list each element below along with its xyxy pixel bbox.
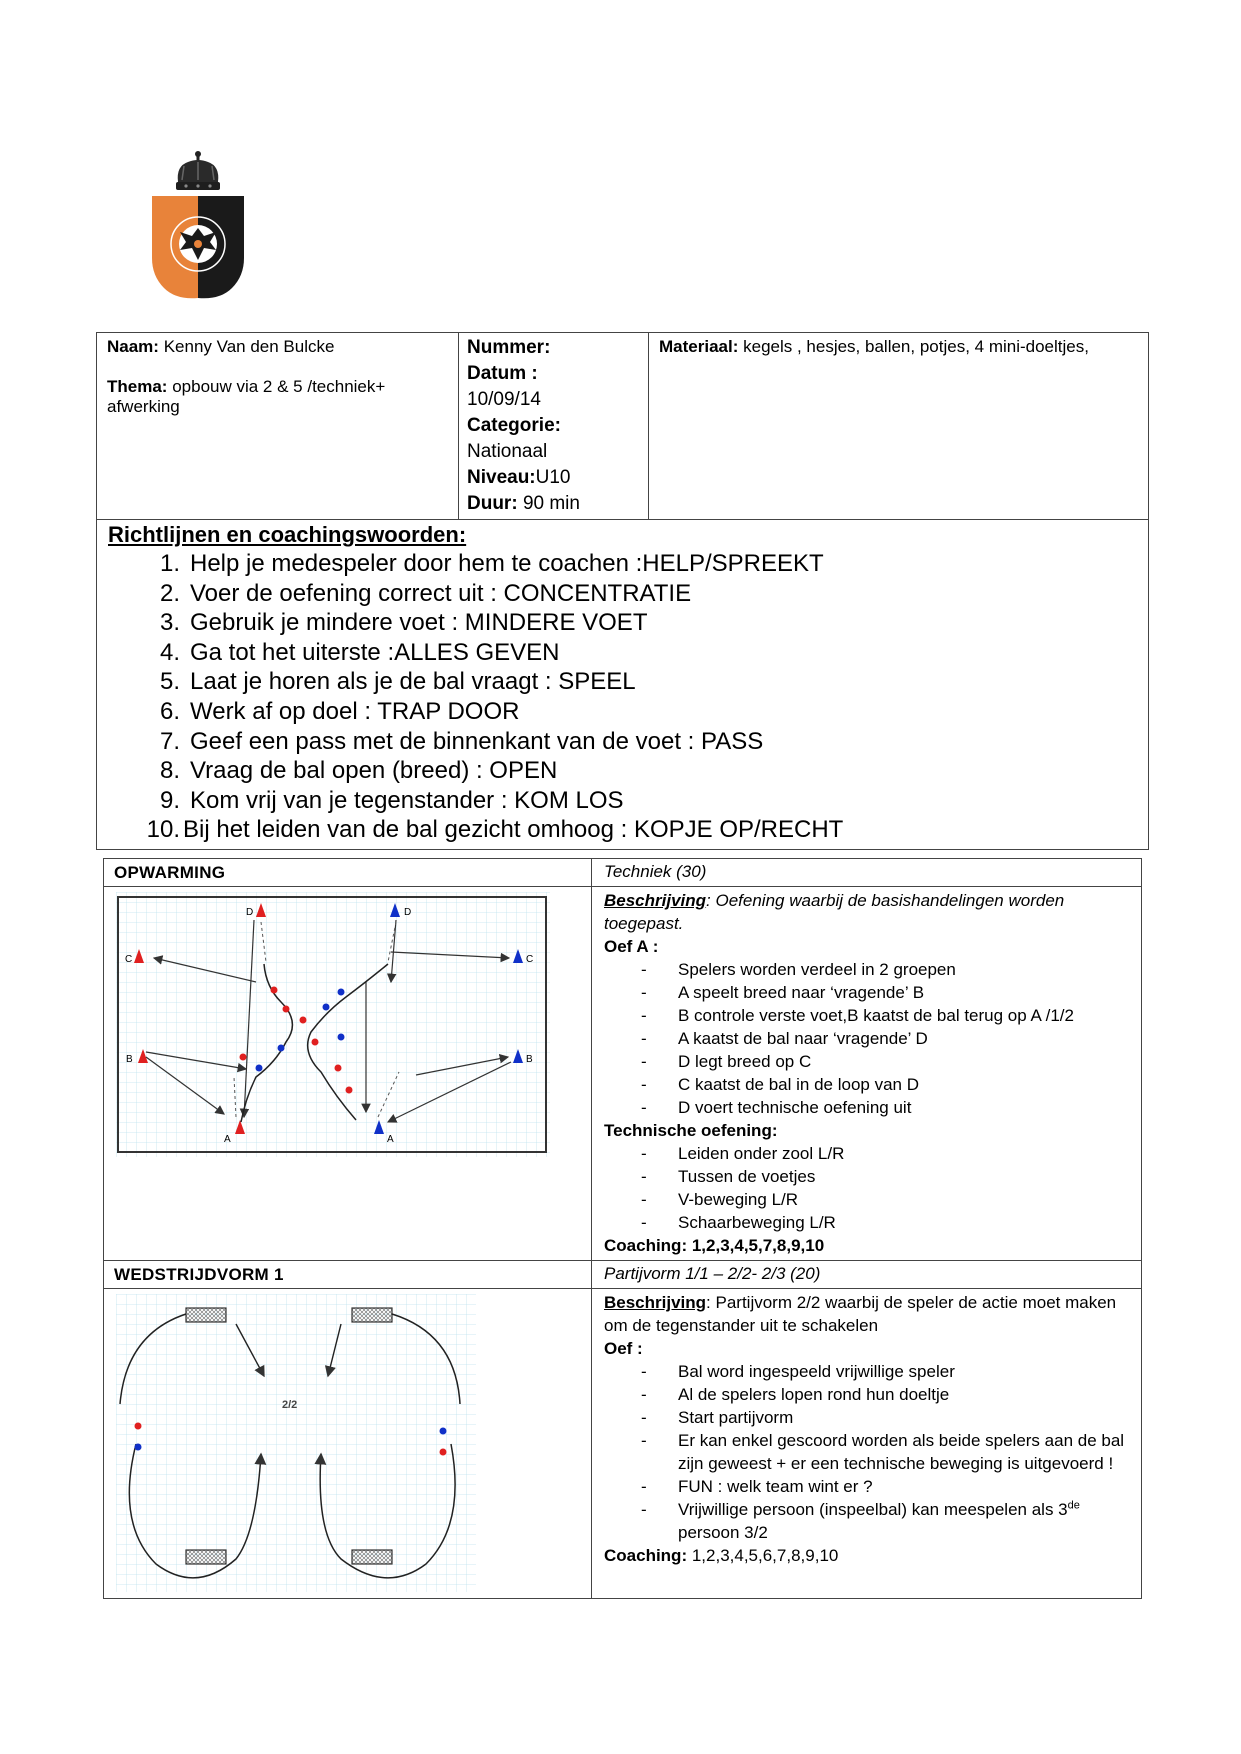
opwarming-description <box>592 887 1142 1261</box>
richtlijn-text: Bij het leiden van de bal gezicht omhoog : KOPJE OP/RECHT <box>183 816 844 844</box>
niveau-value: U10 <box>535 467 571 488</box>
richtlijn-text: Help je medespeler door hem te coachen :HELP/SPREEKT <box>190 550 824 577</box>
wedstrijdvorm-diagram-cell <box>104 1289 592 1599</box>
richtlijn-item <box>146 608 1148 638</box>
richtlijn-item <box>146 786 1148 816</box>
list-item: - B controle verste voet,B kaatst de bal terug op A /1/2 <box>604 1004 1131 1027</box>
richtlijn-item <box>146 727 1148 757</box>
richtlijnen-title: Richtlijnen en coachingswoorden: <box>108 522 467 547</box>
beschrijving-text: : Partijvorm 2/2 waarbij de speler de actie moet maken om de tegenstander uit te schakelen <box>604 1293 1117 1335</box>
opwarming-subtitle: Techniek (30) <box>592 859 1142 887</box>
richtlijn-number: 9. <box>159 786 180 814</box>
list-item: - A kaatst de bal naar ‘vragende’ D <box>604 1027 1131 1050</box>
richtlijn-item <box>146 756 1148 786</box>
materiaal-label: Materiaal: <box>659 337 739 356</box>
richtlijn-text: Gebruik je mindere voet : MINDERE VOET <box>190 609 648 637</box>
list-item: - Start partijvorm <box>604 1406 1131 1429</box>
club-logo <box>150 150 246 302</box>
list-item: - Schaarbeweging L/R <box>604 1211 1131 1234</box>
naam-label: Naam: <box>107 337 159 356</box>
wedstrijdvorm-description <box>592 1289 1142 1599</box>
datum-value: 10/09/14 <box>467 389 541 410</box>
richtlijn-text: Laat je horen als je de bal vraagt : SPEEL <box>190 668 636 696</box>
beschrijving-text: : Oefening waarbij de basishandelingen worden toegepast. <box>604 891 1065 933</box>
label-c-left: C <box>125 954 133 965</box>
coaching-value: 1,2,3,4,5,7,8,9,10 <box>691 1236 825 1255</box>
tech-label: Technische oefening: <box>604 1121 778 1140</box>
goal-icon <box>352 1550 392 1564</box>
richtlijn-text: Ga tot het uiterste :ALLES GEVEN <box>190 638 560 666</box>
opwarming-title: OPWARMING <box>104 859 592 887</box>
richtlijn-text: Voer de oefening correct uit : CONCENTRATIE <box>190 579 692 607</box>
opwarming-diagram <box>116 892 550 1157</box>
oef-label: Oef A : <box>604 937 659 956</box>
list-item: - Er kan enkel gescoord worden als beide spelers aan de bal zijn geweest + er een technische beweging is uitgevoerd ! <box>604 1429 1131 1475</box>
list-item: - Tussen de voetjes <box>604 1165 1131 1188</box>
opwarming-diagram-cell <box>104 887 592 1261</box>
datum-label: Datum : <box>467 363 538 384</box>
list-item: - Spelers worden verdeel in 2 groepen <box>604 958 1131 981</box>
categorie-value: Nationaal <box>467 441 548 462</box>
richtlijn-text: Kom vrij van je tegenstander : KOM LOS <box>190 786 624 814</box>
richtlijn-number: 8. <box>159 757 180 785</box>
item-text: persoon 3/2 <box>678 1523 768 1542</box>
item-sup: de <box>1067 1499 1080 1512</box>
richtlijnen-list <box>97 549 1148 845</box>
nummer-label: Nummer: <box>467 337 551 358</box>
wedstrijdvorm-diagram <box>116 1294 476 1592</box>
item-text: Vrijwillige persoon (inspeelbal) kan meespelen als 3 <box>678 1500 1068 1519</box>
tech-list <box>604 1142 1131 1234</box>
wedstrijdvorm-title: WEDSTRIJDVORM 1 <box>104 1261 592 1289</box>
oef-label: Oef : <box>604 1339 643 1358</box>
coaching-value: 1,2,3,4,5,6,7,8,9,10 <box>691 1546 839 1565</box>
label-d-left: D <box>246 907 254 918</box>
list-item: - Bal word ingespeeld vrijwillige speler <box>604 1360 1131 1383</box>
goal-icon <box>352 1308 392 1322</box>
richtlijn-item <box>146 579 1148 609</box>
goal-icon <box>186 1550 226 1564</box>
list-item: - A speelt breed naar ‘vragende’ B <box>604 981 1131 1004</box>
categorie-label: Categorie: <box>467 415 561 436</box>
meta-cell <box>459 333 649 520</box>
list-item: - D voert technische oefening uit <box>604 1096 1131 1119</box>
richtlijn-text: Vraag de bal open (breed) : OPEN <box>190 757 558 785</box>
richtlijn-item <box>146 697 1148 727</box>
goal-icon <box>186 1308 226 1322</box>
header-table <box>96 332 1149 850</box>
richtlijn-item <box>146 667 1148 697</box>
richtlijnen-cell <box>97 520 1149 850</box>
naam-thema-cell <box>97 333 459 520</box>
list-item: - C kaatst de bal in de loop van D <box>604 1073 1131 1096</box>
label-b-left: B <box>126 1054 133 1065</box>
richtlijn-item <box>146 549 1148 579</box>
exercise-table <box>103 858 1142 1599</box>
materiaal-value: kegels , hesjes, ballen, potjes, 4 mini-doeltjes, <box>743 337 1089 356</box>
richtlijn-number: 10. <box>146 816 180 844</box>
list-item: - D legt breed op C <box>604 1050 1131 1073</box>
richtlijn-number: 4. <box>159 638 180 666</box>
richtlijn-item <box>146 638 1148 668</box>
oef-list <box>604 958 1131 1119</box>
coaching-label: Coaching: <box>604 1546 688 1565</box>
niveau-label: Niveau: <box>467 467 536 488</box>
list-item <box>604 1498 1131 1544</box>
list-item: - Al de spelers lopen rond hun doeltje <box>604 1383 1131 1406</box>
duur-label: Duur: <box>467 493 518 514</box>
richtlijn-text: Werk af op doel : TRAP DOOR <box>190 697 520 725</box>
list-item: - FUN : welk team wint er ? <box>604 1475 1131 1498</box>
richtlijn-text: Geef een pass met de binnenkant van de voet : PASS <box>190 727 764 755</box>
beschrijving-label: Beschrijving <box>604 891 707 910</box>
label-2-2: 2/2 <box>282 1399 298 1411</box>
naam-value: Kenny Van den Bulcke <box>163 337 335 356</box>
materiaal-cell <box>649 333 1149 520</box>
coaching-label: Coaching: <box>604 1236 688 1255</box>
beschrijving-label: Beschrijving <box>604 1293 707 1312</box>
wedstrijdvorm-subtitle: Partijvorm 1/1 – 2/2- 2/3 (20) <box>592 1261 1142 1289</box>
richtlijn-number: 2. <box>159 579 180 607</box>
crown-icon <box>176 151 220 190</box>
richtlijn-number: 5. <box>159 668 180 696</box>
label-d-right: D <box>404 907 412 918</box>
richtlijn-number: 3. <box>159 609 180 637</box>
shield-icon <box>152 196 244 298</box>
label-a-right: A <box>387 1134 394 1145</box>
oef-list <box>604 1360 1131 1498</box>
duur-value: 90 min <box>522 493 580 514</box>
oef-list-last <box>604 1498 1131 1544</box>
richtlijn-number: 7. <box>159 727 180 755</box>
richtlijn-item <box>146 815 1148 845</box>
richtlijn-number: 6. <box>159 697 180 725</box>
list-item: - V-beweging L/R <box>604 1188 1131 1211</box>
thema-value: opbouw via 2 & 5 /techniek+ afwerking <box>107 377 386 416</box>
label-a-left: A <box>224 1134 231 1145</box>
label-c-right: C <box>526 954 534 965</box>
list-item: - Leiden onder zool L/R <box>604 1142 1131 1165</box>
label-b-right: B <box>526 1054 533 1065</box>
thema-label: Thema: <box>107 377 168 396</box>
richtlijn-number: 1. <box>159 550 180 577</box>
